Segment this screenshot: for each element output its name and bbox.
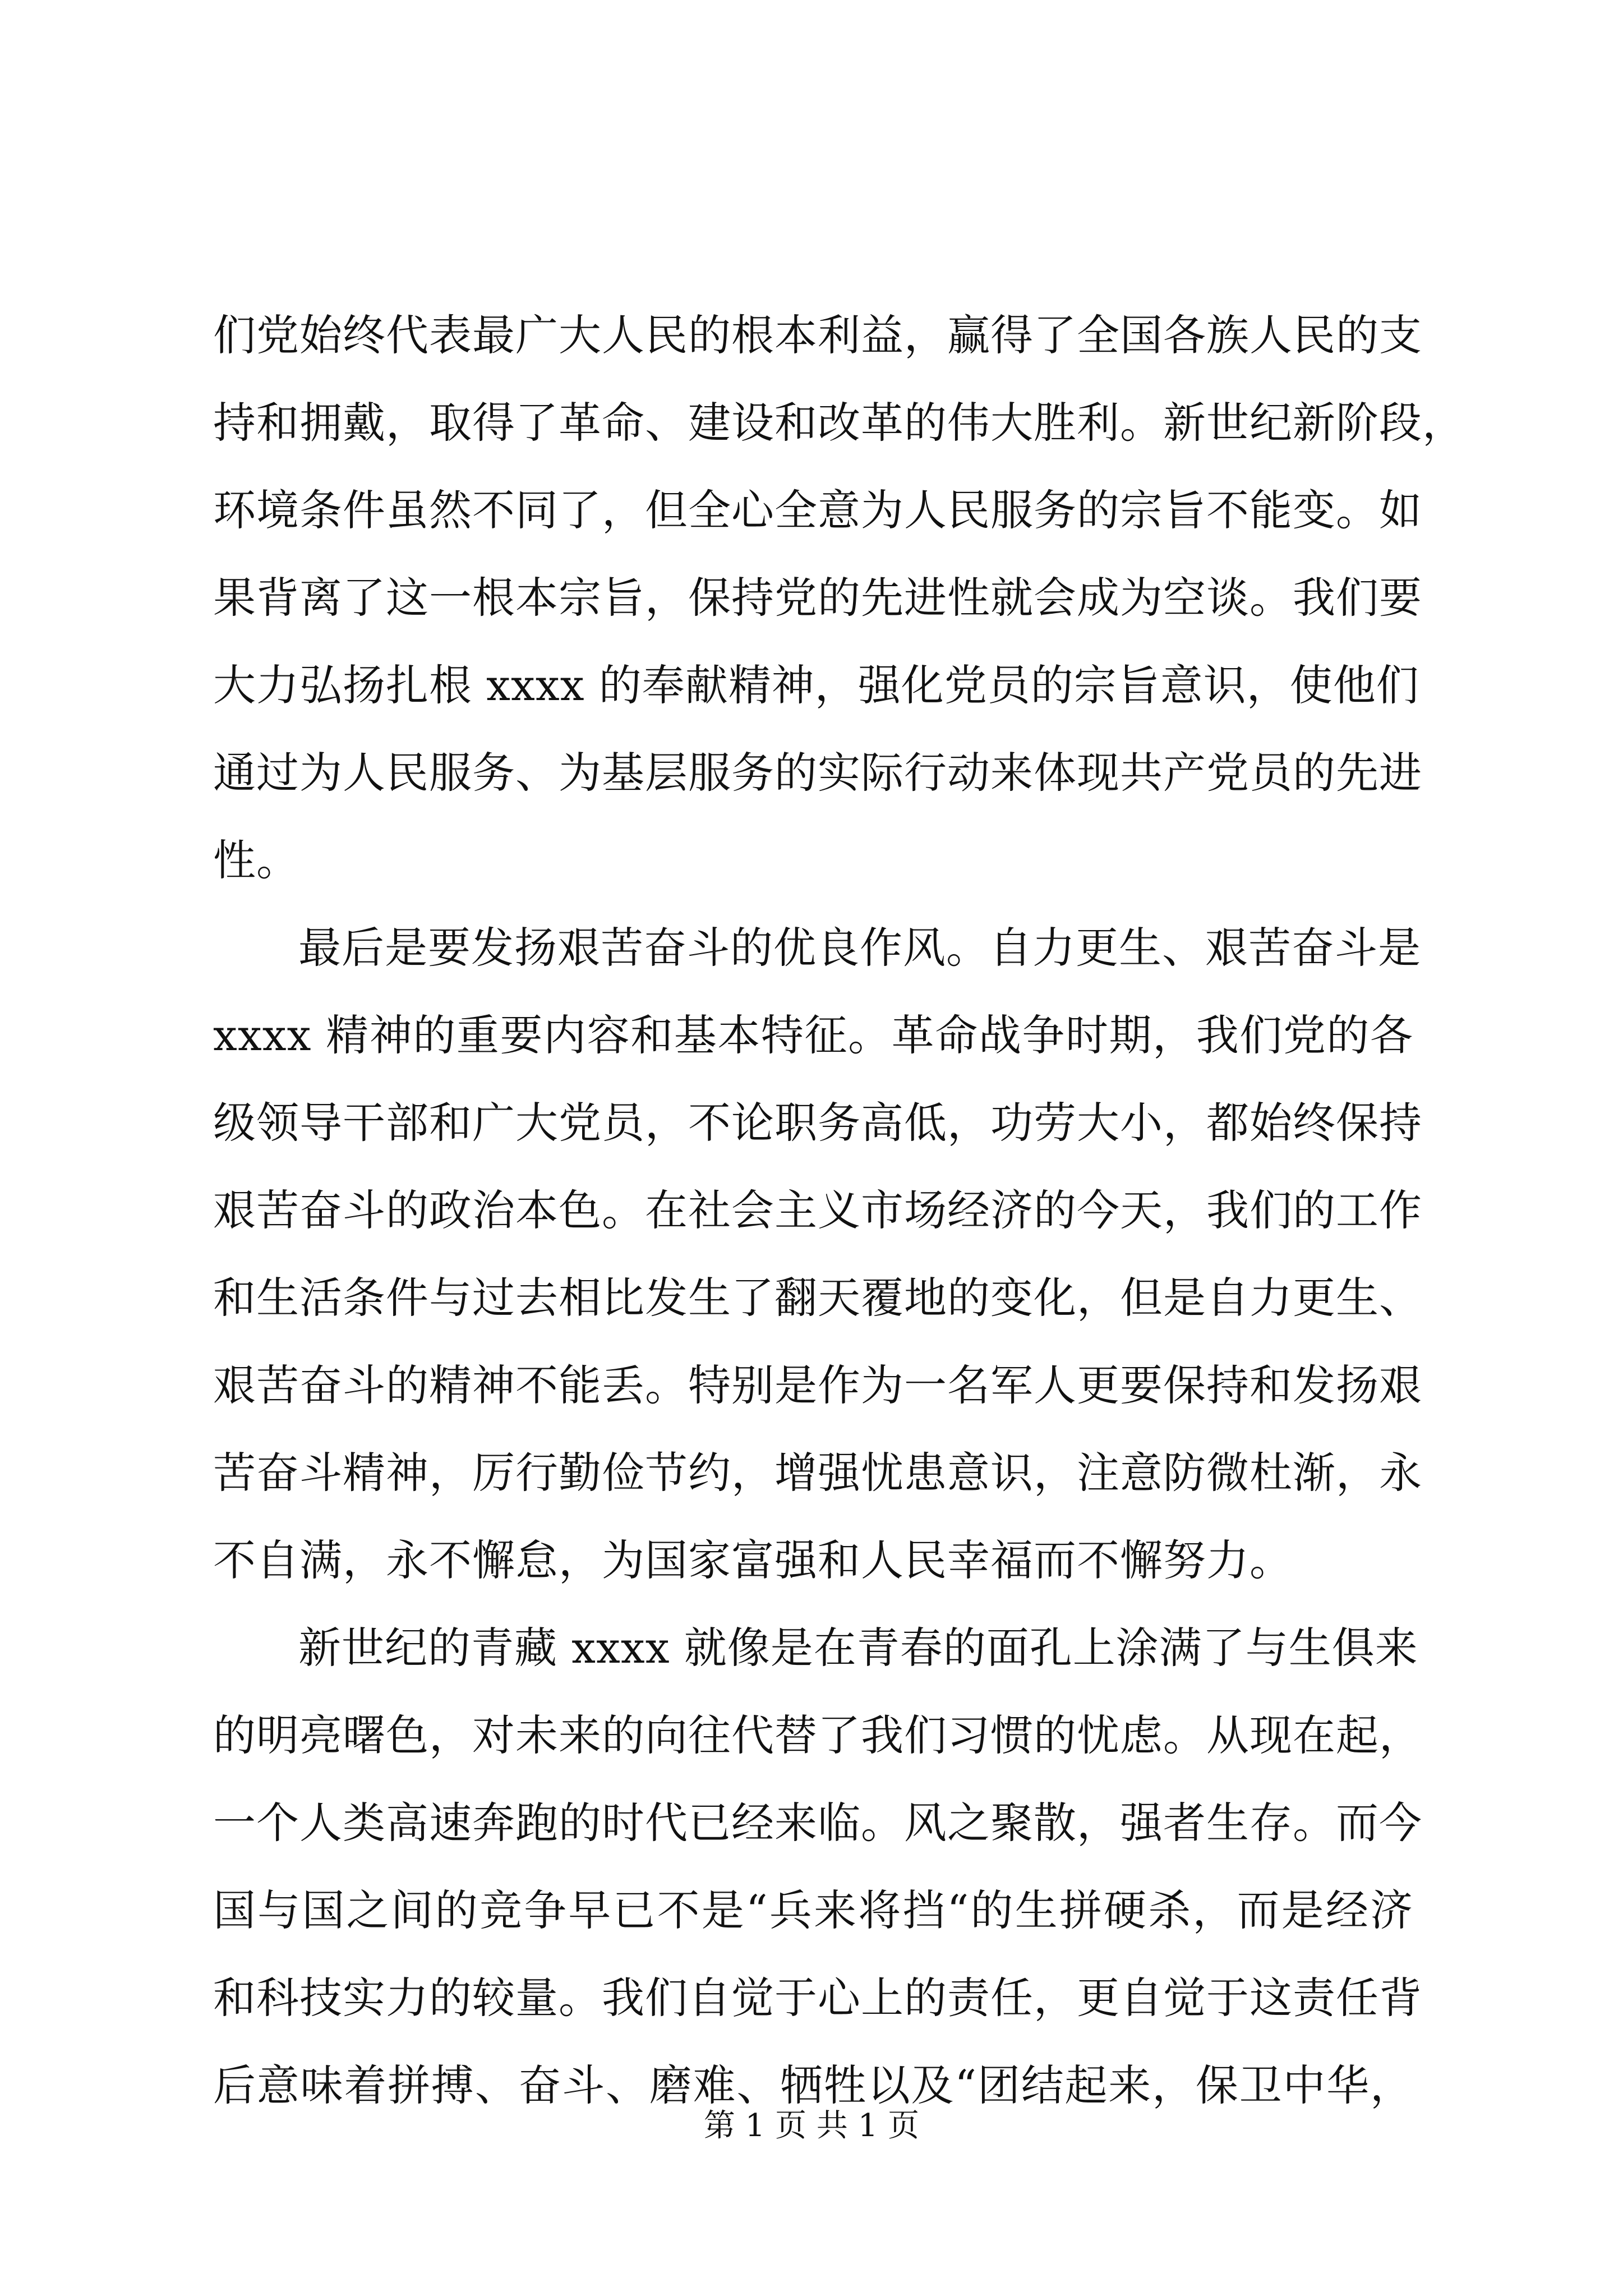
text-line: 和生活条件与过去相比发生了翻天覆地的变化，但是自力更生、	[213, 1273, 1422, 1323]
text-line: 苦奋斗精神，厉行勤俭节约，增强忧患意识，注意防微杜渐，永	[213, 1448, 1422, 1498]
paragraph-first-line: 新世纪的青藏 xxxx 就像是在青春的面孔上涂满了与生俱来	[298, 1623, 1418, 1673]
text-line: 艰苦奋斗的精神不能丢。特别是作为一名军人更要保持和发扬艰	[213, 1360, 1422, 1410]
text-line: 通过为人民服务、为基层服务的实际行动来体现共产党员的先进	[213, 748, 1422, 798]
text-line: 的明亮曙色，对未来的向往代替了我们习惯的忧虑。从现在起，	[213, 1710, 1422, 1760]
text-line: 持和拥戴，取得了革命、建设和改革的伟大胜利。新世纪新阶段，	[213, 398, 1465, 448]
text-line: 环境条件虽然不同了，但全心全意为人民服务的宗旨不能变。如	[213, 485, 1422, 535]
text-line: 国与国之间的竞争早已不是“兵来将挡“的生拼硬杀，而是经济	[213, 1885, 1413, 1935]
page-number-label: 第 1 页 共 1 页	[703, 2108, 920, 2144]
text-line: 一个人类高速奔跑的时代已经来临。风之聚散，强者生存。而今	[213, 1798, 1422, 1848]
page-footer	[0, 2106, 1623, 2146]
text-line: 级领导干部和广大党员，不论职务高低，功劳大小，都始终保持	[213, 1098, 1422, 1148]
text-line: 们党始终代表最广大人民的根本利益，赢得了全国各族人民的支	[213, 310, 1422, 360]
text-line: 和科技实力的较量。我们自觉于心上的责任，更自觉于这责任背	[213, 1973, 1422, 2023]
text-line: 大力弘扬扎根 xxxx 的奉献精神，强化党员的宗旨意识，使他们	[213, 660, 1419, 710]
text-line: xxxx 精神的重要内容和基本特征。革命战争时期，我们党的各	[213, 1010, 1413, 1060]
text-line: 后意味着拼搏、奋斗、磨难、牺牲以及“团结起来，保卫中华，	[213, 2060, 1413, 2110]
paragraph-first-line: 最后是要发扬艰苦奋斗的优良作风。自力更生、艰苦奋斗是	[298, 923, 1421, 973]
document-body	[213, 292, 1465, 2129]
text-line: 性。	[213, 835, 299, 885]
text-line: 艰苦奋斗的政治本色。在社会主义市场经济的今天，我们的工作	[213, 1185, 1422, 1235]
text-line: 果背离了这一根本宗旨，保持党的先进性就会成为空谈。我们要	[213, 573, 1422, 623]
text-line: 不自满，永不懈怠，为国家富强和人民幸福而不懈努力。	[213, 1535, 1293, 1585]
